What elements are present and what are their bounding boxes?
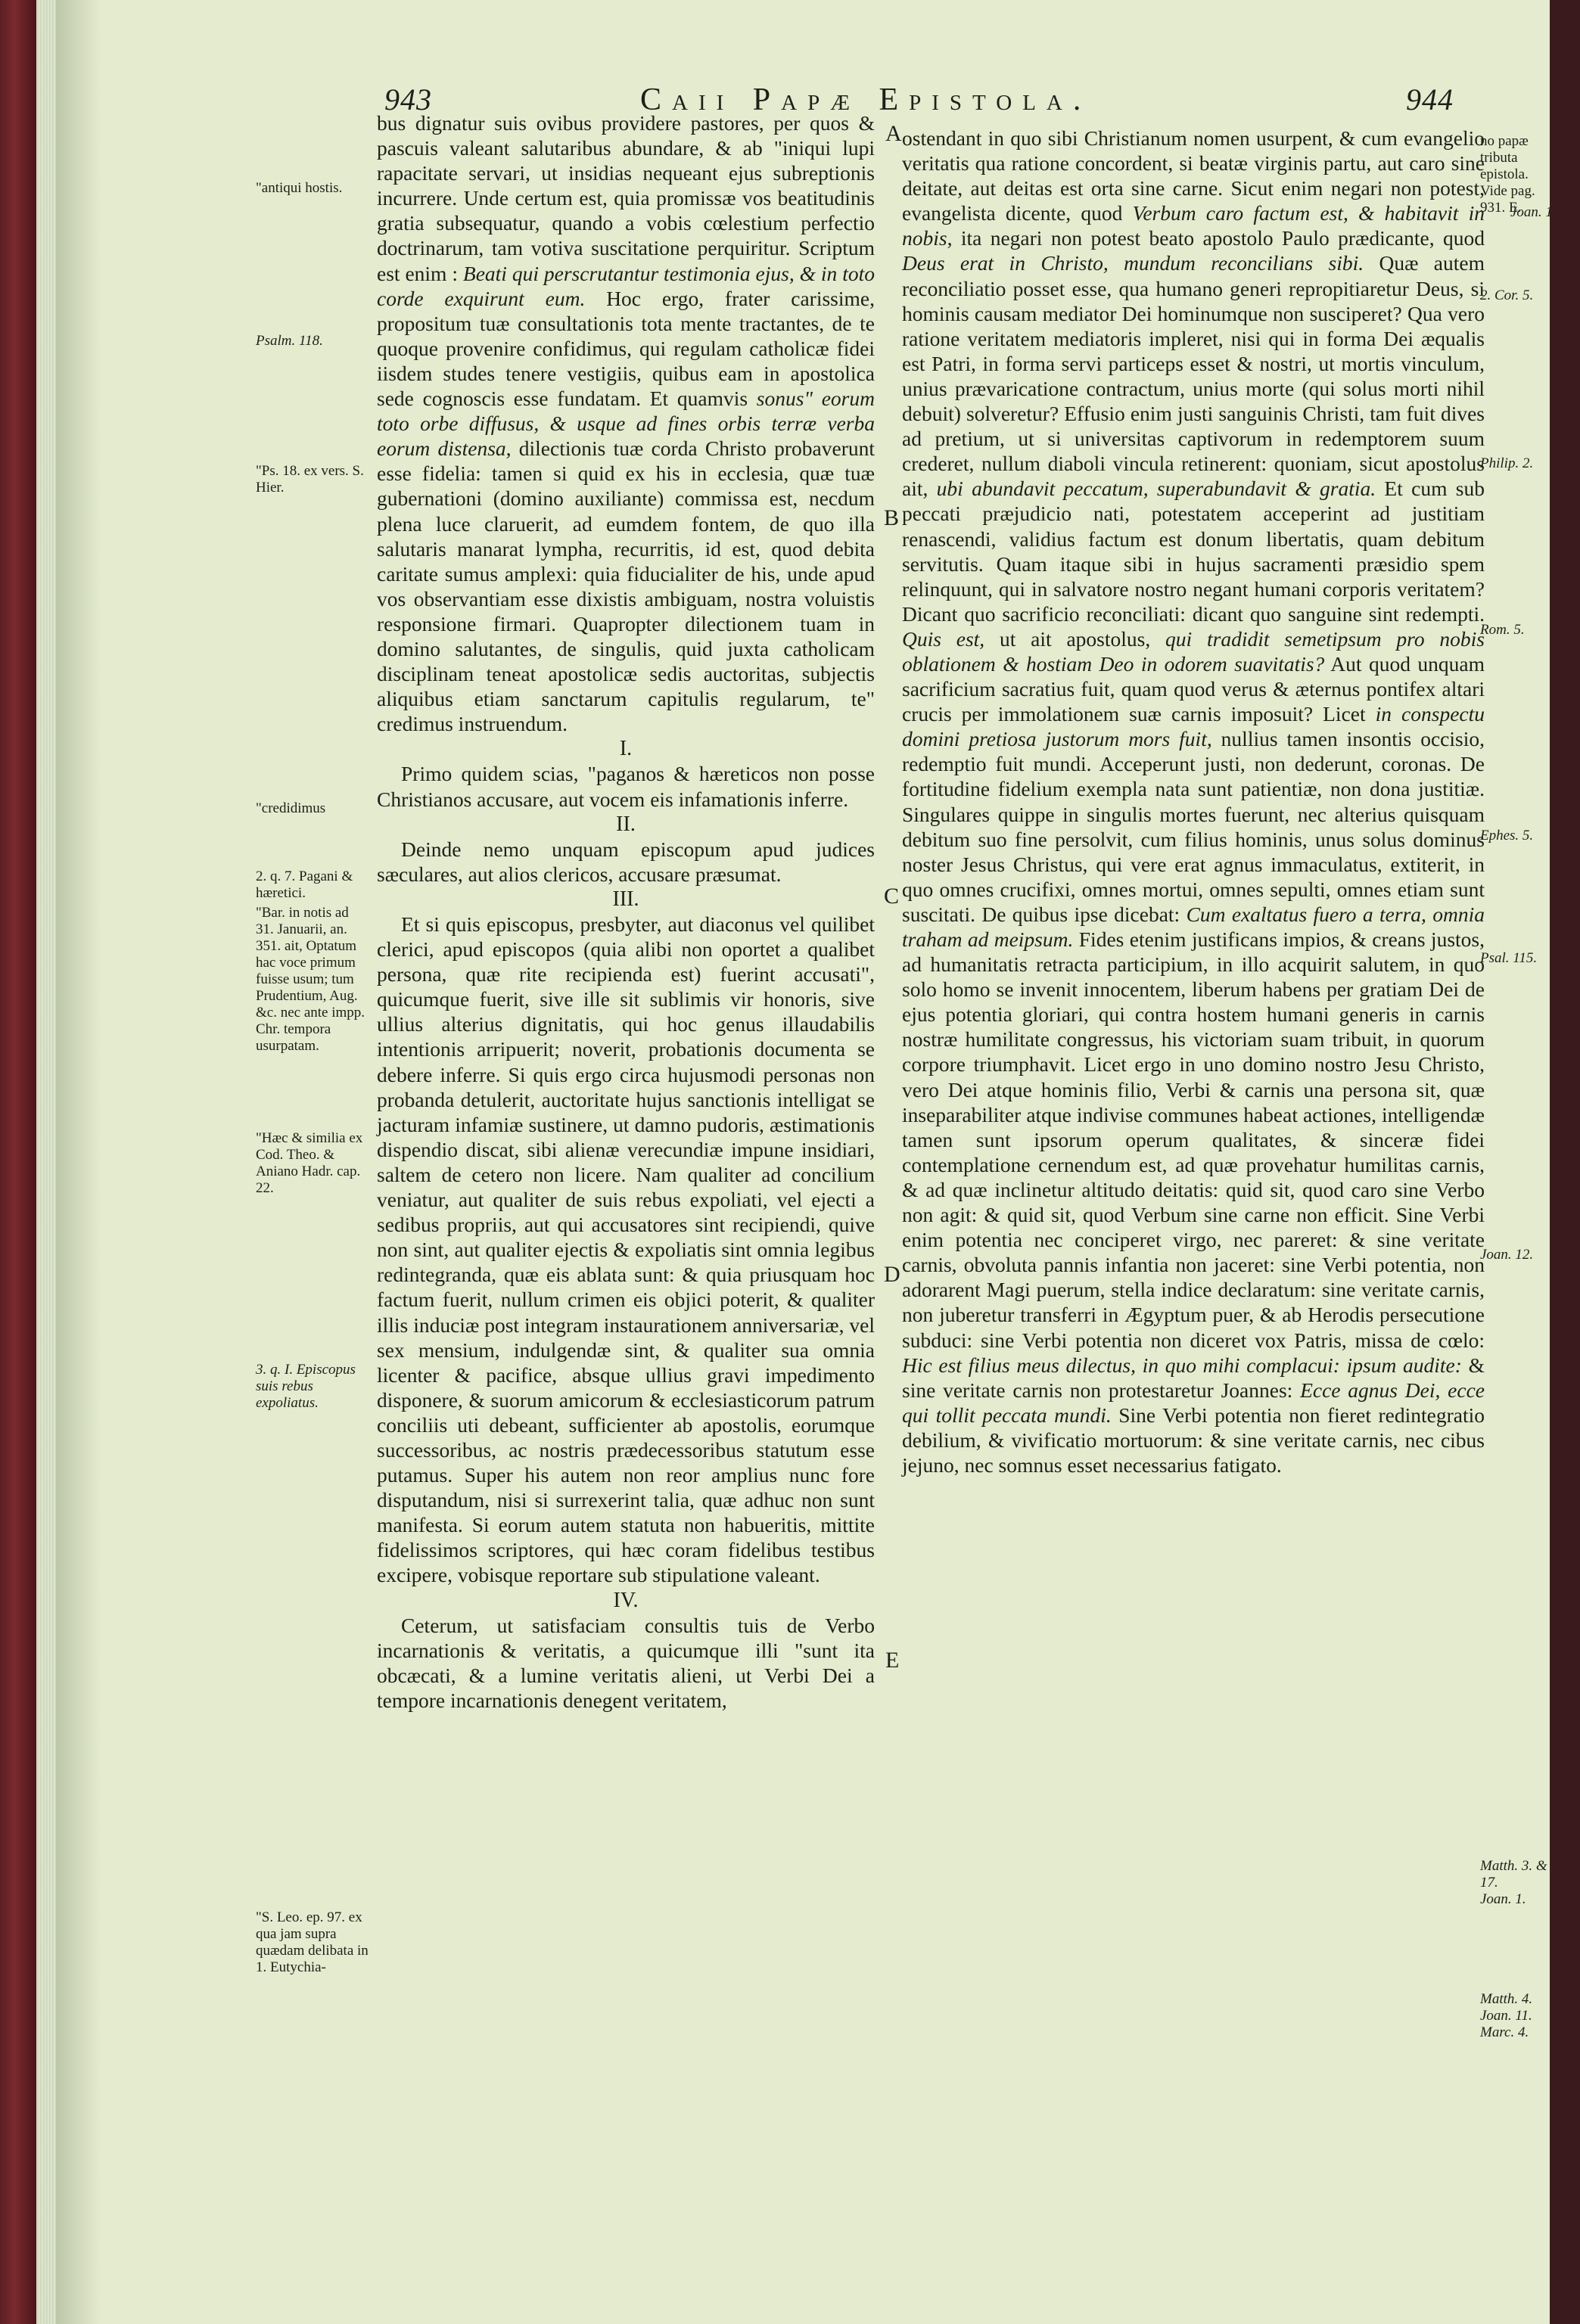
margin-note: Joan. 1. (1480, 1891, 1526, 1907)
margin-note: 2. q. 7. Pagani & hæretici. (256, 868, 353, 901)
margin-note: Philip. 2. (1480, 455, 1534, 471)
page-number-right: 944 (1406, 82, 1454, 117)
margin-note: Matth. 3. & 17. (1480, 1858, 1547, 1891)
section-letter: A (885, 121, 902, 146)
margin-note: 3. q. I. Episcopus suis rebus expoliatus. (256, 1362, 356, 1411)
margin-note: "credidimus (256, 800, 326, 816)
running-title: Caii Papæ Epistola. (640, 82, 1092, 117)
margin-note: "S. Leo. ep. 97. ex qua jam supra quædam delibata in 1. Eutychia- (256, 1909, 369, 1975)
margin-note: 2. Cor. 5. (1480, 287, 1534, 303)
margin-note: "Ps. 18. ex vers. S. Hier. (256, 463, 364, 496)
margin-note: "antiqui hostis. (256, 180, 343, 196)
book-binding (0, 0, 36, 2324)
margin-note: Rom. 5. (1480, 622, 1525, 638)
paragraph: Ceterum, ut satisfaciam consultis tuis de Verbo incarnationis & veritatis, a quicumque illi "sunt ita obcæcati, & a lumine veritatis alieni, ut Verbi Dei a tempore incarnationis denegent veritatem, (377, 1613, 875, 1712)
paragraph: bus dignatur suis ovibus providere pastores, per quos & pascuis valeant salutaribus abundare, & ab "iniqui lupi rapacitate servari, ut insidias nequeant ejus subreptionis incurrere. Unde certum est, quia promissæ vos beatitudinis gratia subsequatur, quando a vobis cœlestium perfectio doctrinarum, tam votiva suscitatione perquiritur. Scriptum est enim : Beati qui perscrutantur testimonia ejus, & in toto corde exquirunt eum. Hoc ergo, frater carissime, propositum tuæ consultationis tota mente tractantes, de te quoque provenire confidimus, qui regulam catholicæ fidei iisdem studes tenere vestigiis, quibus eam in apostolica sede cognoscis esse fundatam. Et quamvis sonus" eorum toto orbe diffusus, & usque ad fines orbis terræ verba eorum distensa, dilectionis tuæ corda Christo probaverunt esse fidelia: tamen si quid ex his in ecclesia, quæ tuæ gubernationi (domino auxiliante) commissa est, necdum plena luce claruerit, ad eumdem fontem, de quo illa salutaris manarat lympha, recurritis, id est, quod debita caritate sumus amplexi: quia fiducialiter de his, unde apud vos observantiam esse dixistis ambiguam, nostra voluistis responsione firmari. Quapropter dilectionem tuam in domino salutantes, de singulis, quid juxta catholicam disciplinam teneat apostolicæ sedis auctoritas, subjectis aliquibus etiam sanctarum capitulis regularum, te" credimus instruendum. (377, 111, 876, 736)
margin-note: no papæ tributa epistola. Vide pag. 931. E. (1480, 133, 1535, 216)
margin-note: Matth. 4. Joan. 11. Marc. 4. (1480, 1991, 1533, 2040)
margin-note: Joan. 12. (1480, 1247, 1534, 1263)
paragraph: ostendant in quo sibi Christianum nomen usurpent, & cum evangelio veritatis qua ratione concordent, si beatæ virginis partu, aut caro sine deitate, aut deitas est orta sine carne. Sicut enim negari non potest, evangelista dicente, quod Verbum caro factum est, & habitavit in nobis, ita negari non potest beato apostolo Paulo prædicante, quod Deus erat in Christo, mundum reconcilians sibi. Quæ autem reconciliatio posset esse, qua humano generi repropitiaretur Deus, si hominis causam mediator Dei hominumque non susciperet? Qua vero ratione veritatem mediatoris impleret, nisi qui in forma Dei æqualis est Patri, in forma servi particeps esset & nostri, ut mortis vinculum, unius prævaricatione contractum, unius morte (qui solus morti nihil debuit) solveretur? Effusio enim justi sanguinis Christi, tam fuit dives ad pretium, ut si universitas captivorum in redemptorem suum crederet, nullum diaboli vincula retinerent: quoniam, sicut apostolus ait, ubi abundavit peccatum, superabundavit & gratia. Et cum sub peccati præjudicio nati, potestatem acceperint ad justitiam renascendi, validius factum est donum libertatis, quam debitum servitutis. Quam itaque sibi in hujus sacramenti præsidio spem relinquunt, qui in salvatore nostro negant humani corporis veritatem? Dicant quo sacrificio reconciliati: dicant quo sanguine sint redempti. Quis est, ut ait apostolus, qui tradidit semetipsum pro nobis oblationem & hostiam Deo in odorem suavitatis? Aut quod unquam sacrificium sacratius fuit, quam quod verus & æternus pontifex altari crucis per immolationem suæ carnis imposuit? Licet in conspectu domini pretiosa justorum mors fuit, nullius tamen insontis occisio, redemptio fuit mundi. Acceperunt justi, non dederunt, coronas. De fortitudine fidelium exempla nata sunt patientiæ, non dona justitiæ. Singulares quippe in singulis mortes fuerunt, nec alterius quisquam debitum suo fine persolvit, cum filius hominis, unus solus dominus noster Jesus Christus, qui vere erat agnus immaculatus, extiterit, in quo omnes crucifixi, omnes mortui, omnes sepulti, omnes etiam sunt suscitati. De quibus ipse dicebat: Cum exaltatus fuero a terra, omnia traham ad meipsum. Fides etenim justificans impios, & creans justos, ad humanitatis retracta participium, in illo acquirit salutem, in quo solo homo se invenit innocentem, liberum habens per gratiam Dei de ejus potentia gloriari, qui contra hostem humani generis in carnis nostræ humilitate congressus, his victoriam suam tribuit, in quorum corpore triumphavit. Licet ergo in uno domino nostro Jesu Christo, vero Dei atque hominis filio, Verbi & carnis una persona sit, quæ inseparabiliter atque indivise communes habeat actiones, intelligendæ tamen sunt ipsorum operum qualitates, & sinceræ fidei contemplatione cernendum est, ad quæ provehatur humilitas carnis, & ad quæ inclinetur altitudo deitatis: quid sit, quod caro sine Verbo non agit: & quid sit, quod Verbum sine carne non efficit. Sine Verbi enim potentia nec conciperet virgo, nec pareret: & sine veritate carnis, obvoluta pannis infantia non jaceret: sine Verbi potentia, non adorarent Magi puerum, stella indice declaratum: sine veritate carnis, non juberetur transferri in Ægyptum puer, & ab Herodis persecutione subduci: sine Verbi potentia non diceret vox Patris, missa de cœlo: Hic est filius meus dilectus, in quo mihi complacui: ipsum audite: & sine veritate carnis non protestaretur Joannes: Ecce agnus Dei, ecce qui tollit peccata mundi. Sine Verbi potentia non fieret redintegratio debilium, & vivificatio mortuorum: & sine veritate carnis, nec cibus jejuno, nec somnus esset necessarius fatigato. (902, 126, 1485, 1477)
book-page (56, 0, 1557, 2324)
paragraph: Primo quidem scias, "paganos & hæreticos non posse Christianos accusare, aut vocem eis infamationis inferre. (377, 762, 875, 811)
section-number: IV. (613, 1588, 639, 1612)
section-letter: C (884, 884, 900, 909)
section-letter: D (884, 1262, 900, 1287)
margin-note: "Hæc & similia ex Cod. Theo. & Aniano Hadr. cap. 22. (256, 1130, 363, 1196)
right-text-column (902, 126, 1485, 1477)
section-number: II. (616, 812, 636, 836)
section-number: III. (612, 887, 639, 911)
margin-note: Ephes. 5. (1480, 828, 1534, 844)
gutter-shadow (56, 0, 101, 2324)
paragraph: Deinde nemo unquam episcopum apud judices sæculares, aut alios clericos, accusare præsumat. (377, 837, 875, 886)
margin-note: Joan. 1. (1510, 204, 1557, 220)
margin-note: Psalm. 118. (256, 333, 323, 349)
margin-note: Psal. 115. (1480, 950, 1538, 966)
page-edges (36, 0, 56, 2324)
left-text-column (377, 110, 875, 1713)
margin-note: "Bar. in notis ad 31. Januarii, an. 351. ait, Optatum hac voce primum fuisse usum; tum Prudentium, Aug. &c. nec ante impp. Chr. tempora usurpatam. (256, 905, 365, 1054)
section-number: I. (619, 737, 633, 761)
paragraph: Et si quis episcopus, presbyter, aut diaconus vel quilibet clerici, apud episcopos (quia alibi non oportet a qualibet persona, quæ rite recipienda est) fuerint accusati", quicumque fuerit, sive ille sit sublimis vir honoris, sive ullius alterius dignitatis, qui hoc genus illaudabilis intentionis arripuerit; noverit, probationis documenta se debere inferre. Si quis ergo circa hujusmodi personas non probanda detulerit, auctoritate hujus sanctionis intelligat se jacturam infamiæ sustinere, ut damno pudoris, æstimationis dispendio discat, sibi alienæ verecundiæ impune insidiari, saltem de cetero non licere. Nam qualiter ad concilium veniatur, aut qualiter de suis rebus expoliati, vel ejecti a sedibus propriis, aut qui accusatores sint recipiendi, quive non sint, aut qualiter ejectis & expoliatis sint omnia legibus redintegranda, quæ eis ablata sunt: & quia priusquam hoc factum fuerit, nullum crimen eis objici poterit, & qualiter illis induciæ post integram instaurationem anniversariæ, vel sex mensium, indulgendæ sint, & qualiter sua omnia licenter & pacifice, absque ullius gravi impedimento disponere, & suorum amicorum & ecclesiasticorum patrum conciliis uti debeant, sufficienter ab apostolis, eorumque successoribus, ac nostris prædecessoribus statutum esse putamus. Super his autem non reor amplius nunc fore disputandum, nisi si surrexerint talia, quæ adhuc non sunt manifesta. Si eorum autem statuta non habueritis, mittite fidelissimos scriptores, qui hæc coram fidelibus testibus excipere, vobisque reportare sub stipulatione valeant. (377, 912, 875, 1587)
section-letter: B (884, 505, 900, 530)
section-letter: E (885, 1648, 900, 1673)
page-number-left: 943 (384, 82, 432, 117)
